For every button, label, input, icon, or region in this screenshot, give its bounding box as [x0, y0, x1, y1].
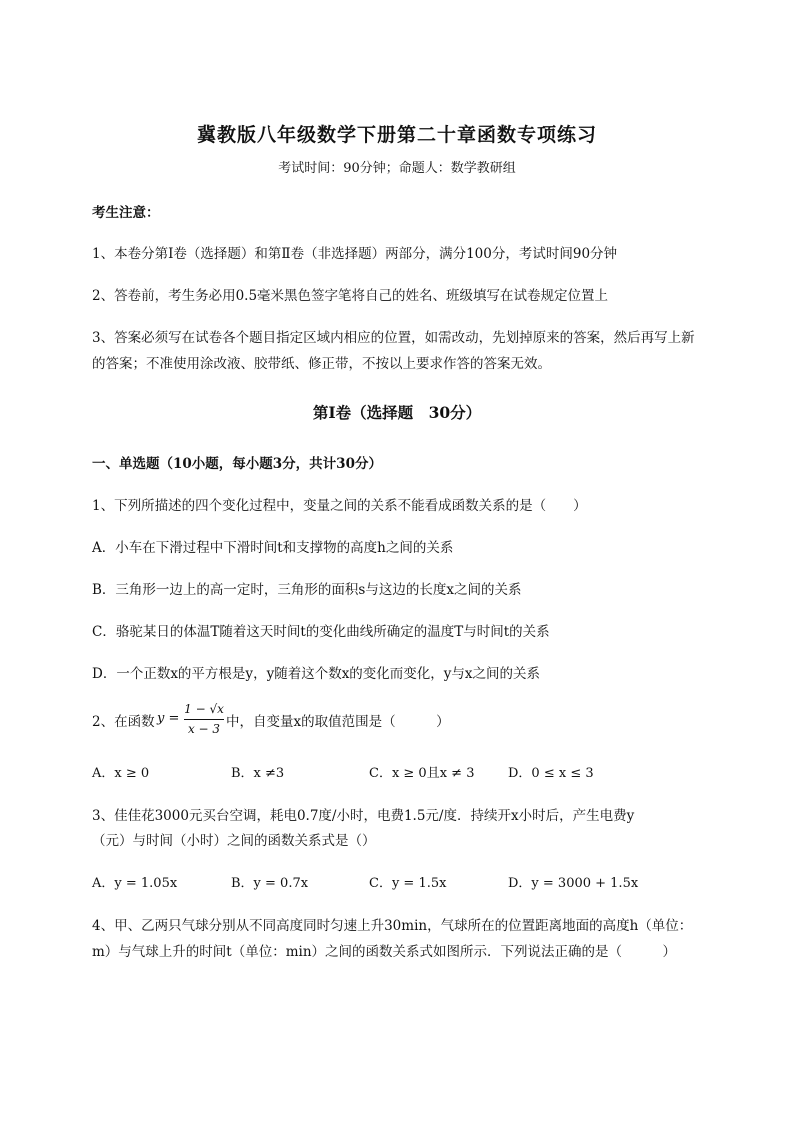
- question-2-function-y: y =: [157, 711, 180, 726]
- question-2-stem-suffix: 中，自变量x的取值范围是（ ）: [226, 714, 450, 730]
- question-2-option-c: C．x ≥ 0且x ≠ 3: [369, 766, 475, 781]
- exam-title: 冀教版八年级数学下册第二十章函数专项练习: [196, 124, 597, 146]
- notice-item-1: 1、本卷分第I卷（选择题）和第Ⅱ卷（非选择题）两部分，满分100分，考试时间90分钟: [92, 246, 618, 262]
- question-3-option-b: B．y = 0.7x: [231, 876, 309, 891]
- question-3-option-d: D．y = 3000 + 1.5x: [508, 876, 639, 891]
- question-2-option-b: B．x ≠3: [231, 766, 285, 781]
- part-heading: 一、单选题（10小题，每小题3分，共计30分）: [92, 456, 382, 472]
- question-1-option-c: C．骆驼某日的体温T随着这天时间t的变化曲线所确定的温度T与时间t的关系: [92, 624, 550, 640]
- notice-item-3-line-2: 的答案；不准使用涂改液、胶带纸、修正带，不按以上要求作答的答案无效。: [92, 356, 551, 372]
- question-4-line-2: m）与气球上升的时间t（单位：min）之间的函数关系式如图所示．下列说法正确的是（ ）: [92, 944, 677, 960]
- question-2-stem-prefix: 2、在函数: [92, 714, 155, 730]
- question-2-option-a: A．x ≥ 0: [92, 766, 150, 781]
- notice-item-2: 2、答卷前，考生务必用0.5毫米黑色签字笔将自己的姓名、班级填写在试卷规定位置上: [92, 288, 609, 304]
- question-2-numerator: 1 − √x: [184, 702, 224, 716]
- question-2-option-d: D．0 ≤ x ≤ 3: [508, 766, 594, 781]
- question-1-option-d: D．一个正数x的平方根是y，y随着这个数x的变化而变化，y与x之间的关系: [92, 666, 541, 682]
- question-2-denominator: x − 3: [187, 722, 221, 736]
- exam-subtitle: 考试时间：90分钟；命题人：数学教研组: [278, 161, 516, 176]
- notice-item-3-line-1: 3、答案必须写在试卷各个题目指定区域内相应的位置，如需改动，先划掉原来的答案，然后再写上新: [92, 330, 695, 346]
- question-3-line-2: （元）与时间（小时）之间的函数关系式是（）: [92, 833, 376, 849]
- question-3-line-1: 3、佳佳花3000元买台空调，耗电0.7度/小时，电费1.5元/度．持续开x小时后，产生电费y: [92, 808, 635, 824]
- section-title: 第I卷（选择题 30分）: [312, 403, 482, 422]
- question-1-option-b: B．三角形一边上的高一定时，三角形的面积s与这边的长度x之间的关系: [92, 582, 522, 598]
- question-3-option-c: C．y = 1.5x: [369, 876, 447, 891]
- question-1-option-a: A．小车在下滑过程中下滑时间t和支撑物的高度h之间的关系: [92, 540, 454, 556]
- question-2-fraction-bar: [184, 719, 224, 720]
- notice-heading: 考生注意：: [92, 205, 160, 221]
- question-4-line-1: 4、甲、乙两只气球分别从不同高度同时匀速上升30min，气球所在的位置距离地面的高度h（单位：: [92, 918, 693, 934]
- question-1-stem: 1、下列所描述的四个变化过程中，变量之间的关系不能看成函数关系的是（ ）: [92, 498, 587, 514]
- question-3-option-a: A．y = 1.05x: [92, 876, 178, 891]
